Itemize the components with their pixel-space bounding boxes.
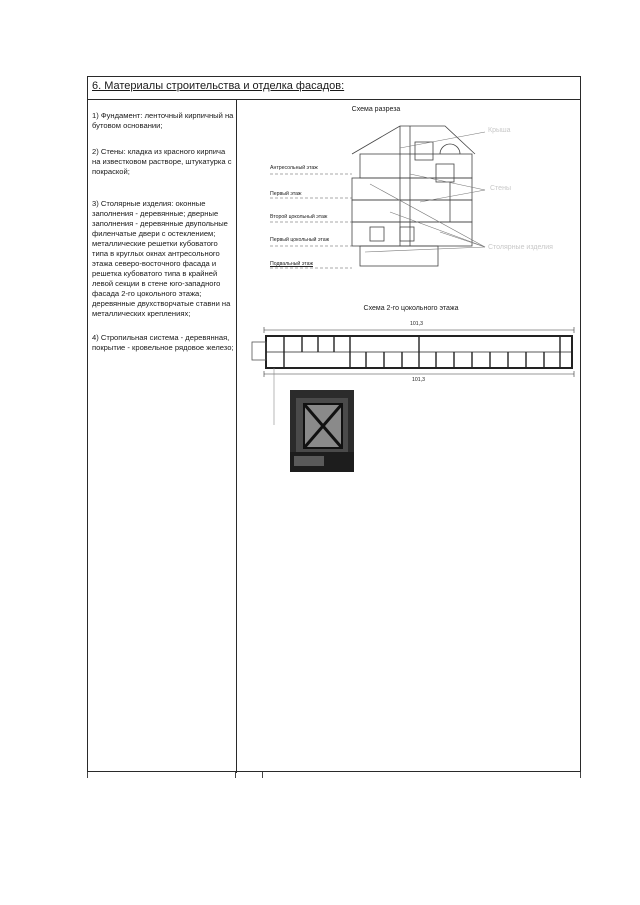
- facade-photo: [290, 390, 354, 472]
- callout-walls: Стены: [490, 185, 511, 192]
- table-tick: [235, 772, 236, 778]
- material-item-foundation: 1) Фундамент: ленточный кирпичный на бутовом основании;: [92, 111, 234, 130]
- plan-scheme-title: Схема 2-го цокольного этажа: [363, 305, 459, 312]
- material-item-walls: 2) Стены: кладка из красного кирпича на известковом растворе, штукатурка с покраской;: [92, 147, 232, 176]
- floor-label-cellar: Подвальный этаж: [270, 261, 313, 267]
- callout-joinery: Столярные изделия: [488, 244, 553, 251]
- plan-dimension-bottom: 101,3: [412, 377, 425, 383]
- table-tick: [262, 772, 263, 778]
- materials-list: [92, 111, 234, 369]
- material-item-joinery: 3) Столярные изделия: оконные заполнения - деревянные; дверные заполнения - деревянные двупольные филенчатые двери с остеклением; металлические решетки кубоватого типа в круглых окнах антресольного этажа северо-восточного фасада и решетка кубоватого типа в крайней левой секции в стене юго-западного фасада 2-го цокольного этажа; деревянные двухстворчатые ставни на металлических креплениях;: [92, 199, 231, 318]
- section-title: 6. Материалы строительства и отделка фасадов:: [92, 80, 345, 92]
- floor-label-first: Первый этаж: [270, 191, 302, 197]
- column-divider: [236, 99, 237, 773]
- callout-roof: Крыша: [488, 127, 511, 134]
- material-item-roof: 4) Стропильная система - деревянная, покрытие - кровельное рядовое железо;: [92, 333, 234, 352]
- table-tick: [87, 772, 88, 778]
- floor-label-second-basement: Второй цокольный этаж: [270, 214, 328, 220]
- plan-dimension-top: 101,3: [410, 321, 423, 327]
- header-row: [88, 77, 580, 100]
- floor-label-first-basement: Первый цокольный этаж: [270, 237, 330, 243]
- table-tick: [580, 772, 581, 778]
- floor-label-mezzanine: Антресольный этаж: [270, 165, 318, 171]
- section-scheme-title: Схема разреза: [351, 106, 401, 113]
